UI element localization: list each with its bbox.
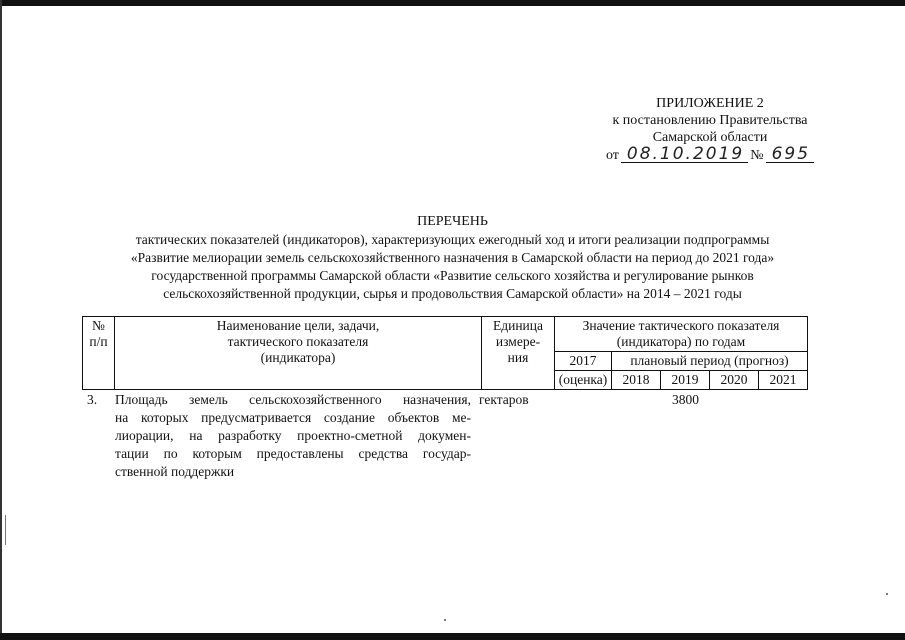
row-unit: гектаров	[479, 392, 529, 407]
row-name-line-2: на которых предусматривается создание объектов ме-	[115, 410, 471, 425]
document-title	[60, 213, 845, 303]
title-line-4: сельскохозяйственной продукции, сырья и продовольствия Самарской области» на 2014 – 2021 годы	[163, 286, 742, 301]
header-name-line-3: (индикатора)	[260, 350, 336, 365]
header-num-line-2: п/п	[89, 334, 108, 349]
indicators-table-header	[82, 316, 808, 390]
appendix-line-1: к постановлению Правительства	[612, 113, 808, 128]
handwritten-number: 695	[766, 146, 814, 163]
scan-border-bottom	[0, 633, 905, 640]
title-line-3: государственной программы Самарской области «Развитие сельского хозяйства и регулирование рынков	[151, 268, 754, 283]
scan-border-top	[0, 0, 905, 6]
appendix-label: ПРИЛОЖЕНИЕ 2	[656, 96, 764, 111]
header-estimate-label: (оценка)	[555, 371, 612, 390]
row-indicator-name	[115, 391, 471, 481]
appendix-date-line	[560, 146, 860, 164]
header-num-line-1: №	[92, 318, 105, 333]
header-forecast-period: плановый период (прогноз)	[612, 352, 808, 371]
header-year-2020: 2020	[710, 371, 759, 390]
row-name-line-1: Площадь земель сельскохозяйственного назначения,	[115, 392, 471, 407]
header-year-estimate: 2017	[555, 352, 612, 371]
title-line-1: тактических показателей (индикаторов), характеризующих ежегодный ход и итоги реализации подпрограммы	[135, 232, 770, 247]
scan-border-left	[0, 0, 2, 640]
header-year-2021: 2021	[759, 371, 808, 390]
header-year-2019: 2019	[661, 371, 710, 390]
scan-speck	[886, 593, 888, 595]
row-num: 3.	[87, 392, 98, 407]
header-name	[115, 317, 482, 390]
handwritten-date: 08.10.2019	[621, 146, 748, 163]
scan-speck	[444, 619, 446, 621]
header-unit-line-1: Единица	[492, 318, 543, 333]
header-num	[83, 317, 115, 390]
row-name-line-4: тации по которым предоставлены средства государ-	[115, 446, 471, 461]
appendix-line-2: Самарской области	[652, 130, 768, 145]
scan-speck	[5, 515, 6, 545]
header-name-line-2: тактического показателя	[227, 334, 369, 349]
header-year-2018: 2018	[612, 371, 661, 390]
title-heading: ПЕРЕЧЕНЬ	[417, 214, 488, 229]
header-unit	[482, 317, 555, 390]
appendix-block	[560, 95, 860, 164]
row-value: 3800	[672, 392, 699, 407]
title-line-2: «Развитие мелиорации земель сельскохозяйственного назначения в Самарской области на период до 2021 года»	[130, 250, 775, 265]
row-name-line-3: лиорации, на разработку проектно-сметной докумен-	[115, 428, 471, 443]
header-name-line-1: Наименование цели, задачи,	[216, 318, 380, 333]
header-values-line-1: Значение тактического показателя	[582, 318, 780, 333]
header-values	[555, 317, 808, 352]
row-name-line-5: ственной поддержки	[115, 464, 235, 479]
header-unit-line-2: измере-	[495, 334, 541, 349]
number-prefix: №	[750, 148, 764, 163]
header-unit-line-3: ния	[507, 350, 529, 365]
date-prefix: от	[605, 148, 619, 163]
header-values-line-2: (индикатора) по годам	[616, 334, 746, 349]
